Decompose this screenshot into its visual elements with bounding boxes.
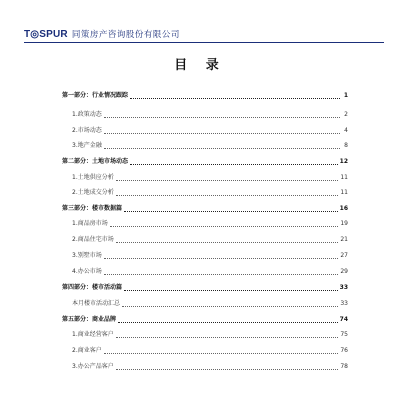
toc-page-number: 16 <box>339 205 348 212</box>
dot-leader <box>104 353 339 354</box>
dot-leader <box>110 226 339 227</box>
dot-leader <box>130 164 338 165</box>
dot-leader <box>116 369 339 370</box>
dot-leader <box>124 290 338 291</box>
toc-entry-label: 3.办公产品客户 <box>72 363 114 370</box>
toc-page-number: 76 <box>340 347 348 354</box>
dot-leader <box>104 133 340 134</box>
page-title: 目 录 <box>174 58 226 73</box>
toc-page-number: 1 <box>343 92 348 99</box>
toc-entry-label: 1.土地供应分析 <box>72 174 114 181</box>
company-logo: T◎SPUR <box>24 28 68 40</box>
dot-leader <box>116 337 339 338</box>
dot-leader <box>130 98 340 99</box>
dot-leader <box>116 180 339 181</box>
toc-part-entry <box>62 158 348 166</box>
toc-entry-label: 3.地产金融 <box>72 142 102 149</box>
dot-leader <box>116 195 339 196</box>
dot-leader <box>104 148 340 149</box>
toc-entry-label: 1.政策动态 <box>72 111 102 118</box>
toc-page-number: 27 <box>340 252 348 259</box>
toc-sub-entry <box>72 142 348 150</box>
toc-sub-entry <box>72 127 348 135</box>
toc-page-number: 19 <box>340 220 348 227</box>
page-header <box>24 27 384 41</box>
company-name: 同策房产咨询股份有限公司 <box>71 30 180 40</box>
dot-leader <box>122 306 338 307</box>
toc-entry-label: 2.市场动态 <box>72 127 102 134</box>
toc-entry-label: 2.土地成交分析 <box>72 189 114 196</box>
toc-sub-entry <box>72 268 348 276</box>
toc-entry-label: 1.商业经营客户 <box>72 331 114 338</box>
dot-leader <box>116 242 339 243</box>
toc-part-entry <box>62 92 348 100</box>
toc-entry-label: 第五部分：商业品牌 <box>62 316 117 323</box>
toc-sub-entry <box>72 347 348 355</box>
header-divider <box>24 42 384 43</box>
toc-part-entry <box>62 284 348 292</box>
toc-part-entry <box>62 205 348 213</box>
toc-page-number: 33 <box>340 300 348 307</box>
toc-entry-label: 第二部分：土地市场动态 <box>62 158 129 165</box>
toc-sub-entry <box>72 331 348 339</box>
toc-page-number: 12 <box>339 158 348 165</box>
dot-leader <box>104 117 340 118</box>
toc-entry-label: 第四部分：楼市活动篇 <box>62 284 123 291</box>
toc-entry-label: 本月楼市活动汇总 <box>72 300 121 307</box>
toc-page-number: 75 <box>340 331 348 338</box>
toc-page-number: 21 <box>340 236 348 243</box>
toc-page-number: 29 <box>340 268 348 275</box>
toc-page-number: 78 <box>340 363 348 370</box>
toc-page-number: 2 <box>344 111 348 118</box>
toc-entry-label: 2.商业客户 <box>72 347 102 354</box>
toc-page-number: 4 <box>344 127 348 134</box>
dot-leader <box>104 274 339 275</box>
toc-sub-entry <box>72 363 348 371</box>
toc-entry-label: 第三部分：楼市数据篇 <box>62 205 123 212</box>
dot-leader <box>118 322 338 323</box>
toc-page-number: 8 <box>344 142 348 149</box>
toc-entry-label: 1.商品房市场 <box>72 220 108 227</box>
toc-entry-label: 4.办公市场 <box>72 268 102 275</box>
toc-entry-label: 3.别墅市场 <box>72 252 102 259</box>
toc-part-entry <box>62 316 348 324</box>
toc-page-number: 11 <box>340 174 348 181</box>
dot-leader <box>104 258 339 259</box>
toc-sub-entry <box>72 300 348 308</box>
toc-entry-label: 2.商品住宅市场 <box>72 236 114 243</box>
toc-sub-entry <box>72 220 348 228</box>
toc-page-number: 33 <box>339 284 348 291</box>
toc-sub-entry <box>72 174 348 182</box>
toc-page-number: 74 <box>339 316 348 323</box>
toc-sub-entry <box>72 189 348 197</box>
toc-sub-entry <box>72 252 348 260</box>
toc-sub-entry <box>72 236 348 244</box>
toc-page-number: 11 <box>340 189 348 196</box>
dot-leader <box>124 211 338 212</box>
toc-sub-entry <box>72 111 348 119</box>
toc-entry-label: 第一部分：行业情况跟踪 <box>62 92 129 99</box>
